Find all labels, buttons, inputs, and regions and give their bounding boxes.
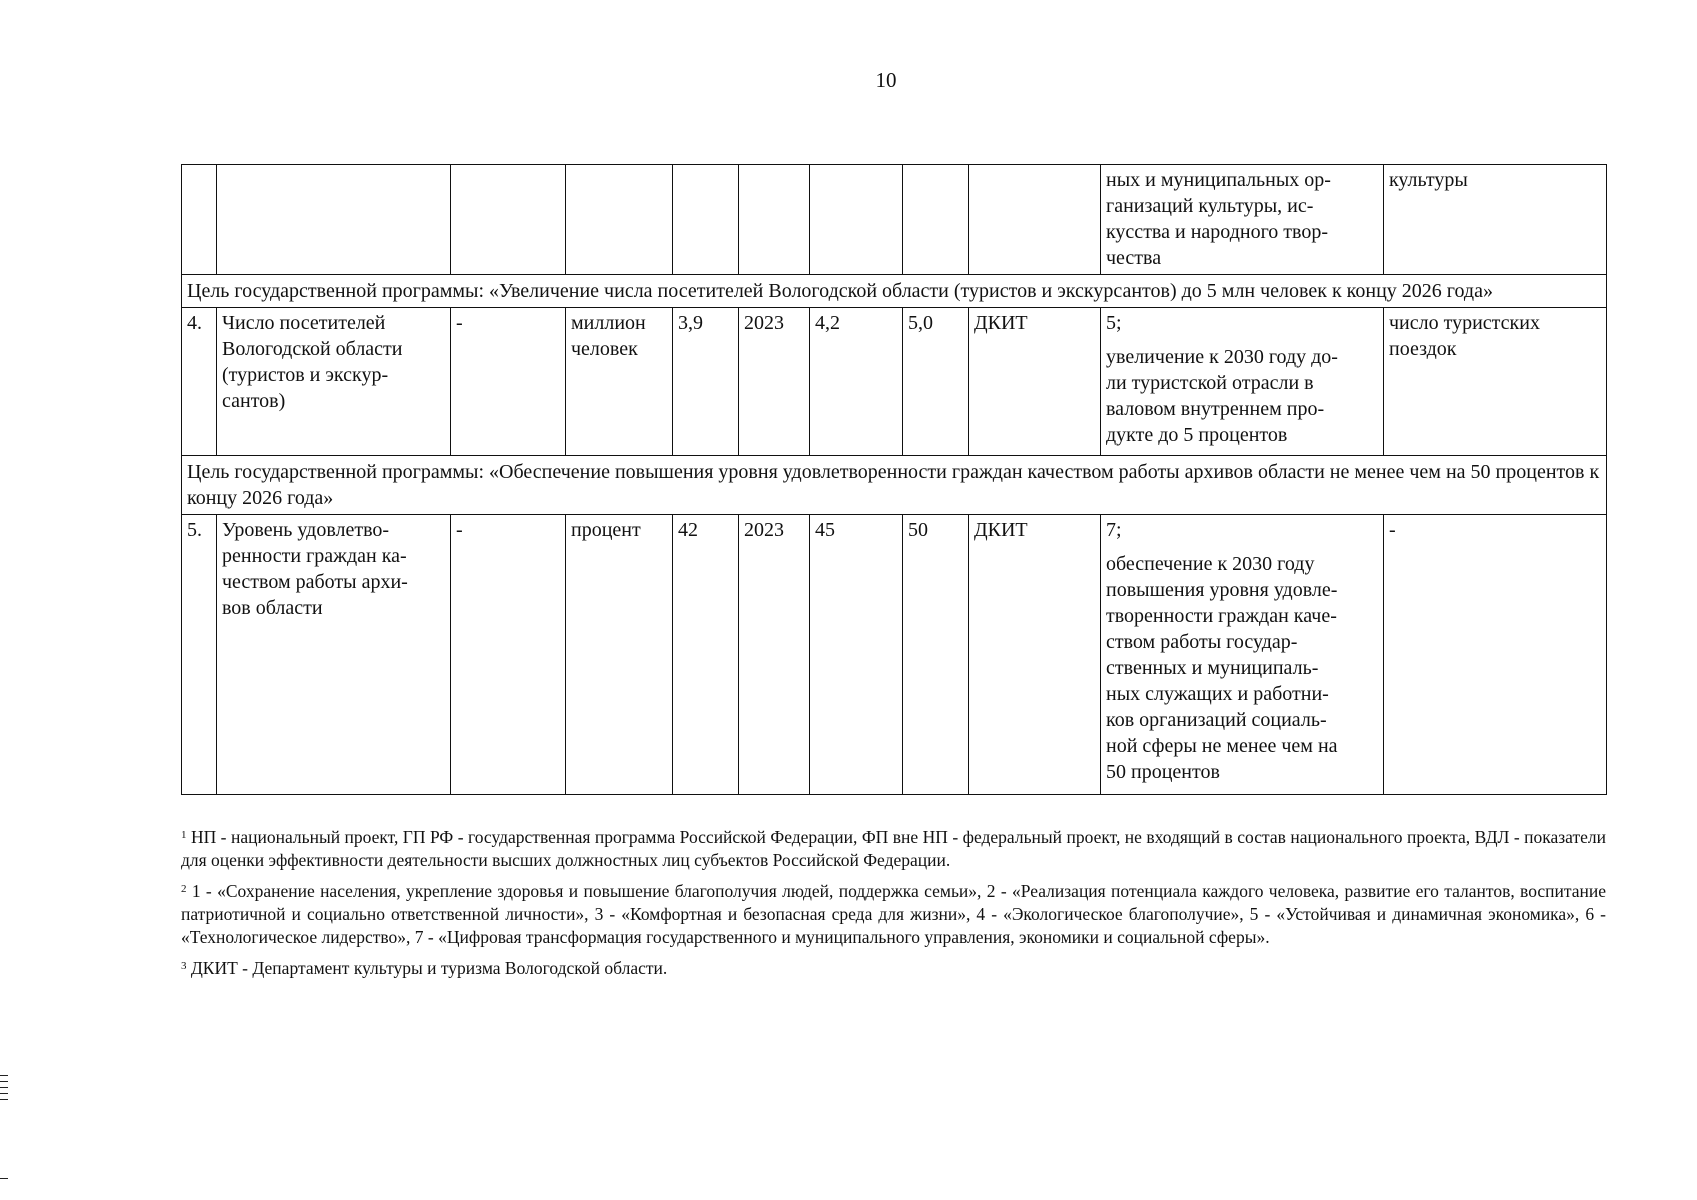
goal-text: Цель государственной программы: «Увеличение числа посетителей Вологодской области (туристов и экскурсантов) до 5 млн человек к концу 2026 года»: [182, 275, 1607, 308]
table-row-5: [182, 515, 1607, 795]
footnote-text: 1 - «Сохранение населения, укрепление здоровья и повышение благополучия людей, поддержка семьи», 2 - «Реализация потенциала каждого человека, развитие его талантов, воспитание патриотичной и социально ответственной личности», 3 - «Комфортная и безопасная среда для жизни», 4 - «Экологическое благополучие», 5 - «Устойчивая и динамичная экономика», 6 - «Технологическое лидерство», 7 - «Цифровая трансформация государственного и муниципального управления, экономики и социальной сферы».: [181, 881, 1607, 947]
national-goal-line: ной сферы не менее чем на: [1106, 735, 1338, 757]
continued-goal-desc-line: ных и муниципальных ор-: [1106, 169, 1331, 191]
national-goal-line: обеспечение к 2030 году: [1106, 553, 1315, 575]
responsible: ДКИТ: [969, 515, 1101, 795]
indicator-name-line: Число посетителей: [222, 312, 386, 334]
indicator-level: -: [451, 308, 566, 456]
national-goal-line: творенности граждан каче-: [1106, 605, 1337, 627]
indicator-name-line: чеством работы архи-: [222, 571, 408, 593]
footnote: [181, 957, 1606, 980]
base-value: 3,9: [673, 308, 739, 456]
info-system-line: поездок: [1389, 338, 1457, 360]
value-2026: 5,0: [903, 308, 969, 456]
indicators-table: [181, 164, 1607, 795]
value-2025: 45: [810, 515, 903, 795]
continued-goal-desc-line: кусства и народного твор-: [1106, 221, 1328, 243]
indicator-name-line: Вологодской области: [222, 338, 403, 360]
footnote-text: ДКИТ - Департамент культуры и туризма Вологодской области.: [190, 958, 668, 978]
national-goal-line: ственных и муниципаль-: [1106, 657, 1319, 679]
national-goal-line: увеличение к 2030 году до-: [1106, 346, 1338, 368]
indicator-name-line: вов области: [222, 597, 323, 619]
info-system-line: число туристских: [1389, 312, 1540, 334]
continued-info-cell: культуры: [1384, 165, 1607, 275]
info-system-cell: -: [1384, 515, 1607, 795]
row-number: 4.: [182, 308, 217, 456]
national-goal-line: 50 процентов: [1106, 761, 1220, 783]
table-row-4: [182, 308, 1607, 456]
national-goal-line: дукте до 5 процентов: [1106, 424, 1288, 446]
national-goal-line: ли туристской отрасли в: [1106, 372, 1314, 394]
footnote-mark: 3: [181, 960, 187, 972]
national-goal-line: валовом внутреннем про-: [1106, 398, 1325, 420]
footnote-mark: 1: [181, 829, 187, 841]
national-goal-cell: [1101, 308, 1384, 456]
footnote: [181, 880, 1606, 949]
base-year: 2023: [739, 515, 810, 795]
unit-cell: [566, 308, 673, 456]
national-goal-ref: 7;: [1106, 519, 1122, 541]
indicator-name-line: сантов): [222, 390, 286, 412]
footnote-text: НП - национальный проект, ГП РФ - государственная программа Российской Федерации, ФП вне НП - федеральный проект, не входящий в состав национального проекта, ВДЛ - показатели для оценки эффективности деятельности высших должностных лиц субъектов Российской Федерации.: [181, 827, 1606, 870]
goal-row: [182, 456, 1607, 515]
indicator-name-line: ренности граждан ка-: [222, 545, 407, 567]
footnotes: [181, 826, 1606, 988]
unit-line: миллион: [571, 312, 646, 334]
indicator-name-line: Уровень удовлетво-: [222, 519, 390, 541]
value-2025: 4,2: [810, 308, 903, 456]
row-number: 5.: [182, 515, 217, 795]
indicator-name-cell: [217, 308, 451, 456]
base-value: 42: [673, 515, 739, 795]
goal-row: [182, 275, 1607, 308]
indicator-name-cell: [217, 515, 451, 795]
continued-goal-desc-line: ганизаций культуры, ис-: [1106, 195, 1314, 217]
continued-goal-desc-line: чества: [1106, 247, 1162, 269]
goal-text: Цель государственной программы: «Обеспечение повышения уровня удовлетворенности граждан качеством работы архивов области не менее чем на 50 процентов к концу 2026 года»: [182, 456, 1607, 515]
national-goal-line: ством работы государ-: [1106, 631, 1298, 653]
footnote-mark: 2: [181, 883, 187, 895]
table-row-continued: [182, 165, 1607, 275]
page-number: 10: [875, 68, 897, 92]
national-goal-line: повышения уровня удовле-: [1106, 579, 1338, 601]
indicator-name-line: (туристов и экскур-: [222, 364, 389, 386]
info-system-cell: [1384, 308, 1607, 456]
margin-dash: [0, 1178, 8, 1179]
indicator-level: -: [451, 515, 566, 795]
national-goal-line: ных служащих и работни-: [1106, 683, 1329, 705]
unit-line: человек: [571, 338, 638, 360]
national-goal-line: ков организаций социаль-: [1106, 709, 1327, 731]
value-2026: 50: [903, 515, 969, 795]
unit-cell: процент: [566, 515, 673, 795]
footnote: [181, 826, 1606, 872]
national-goal-ref: 5;: [1106, 312, 1122, 334]
national-goal-cell: [1101, 515, 1384, 795]
responsible: ДКИТ: [969, 308, 1101, 456]
continued-goal-desc-cell: [1101, 165, 1384, 275]
base-year: 2023: [739, 308, 810, 456]
binding-marks: [0, 1075, 8, 1105]
